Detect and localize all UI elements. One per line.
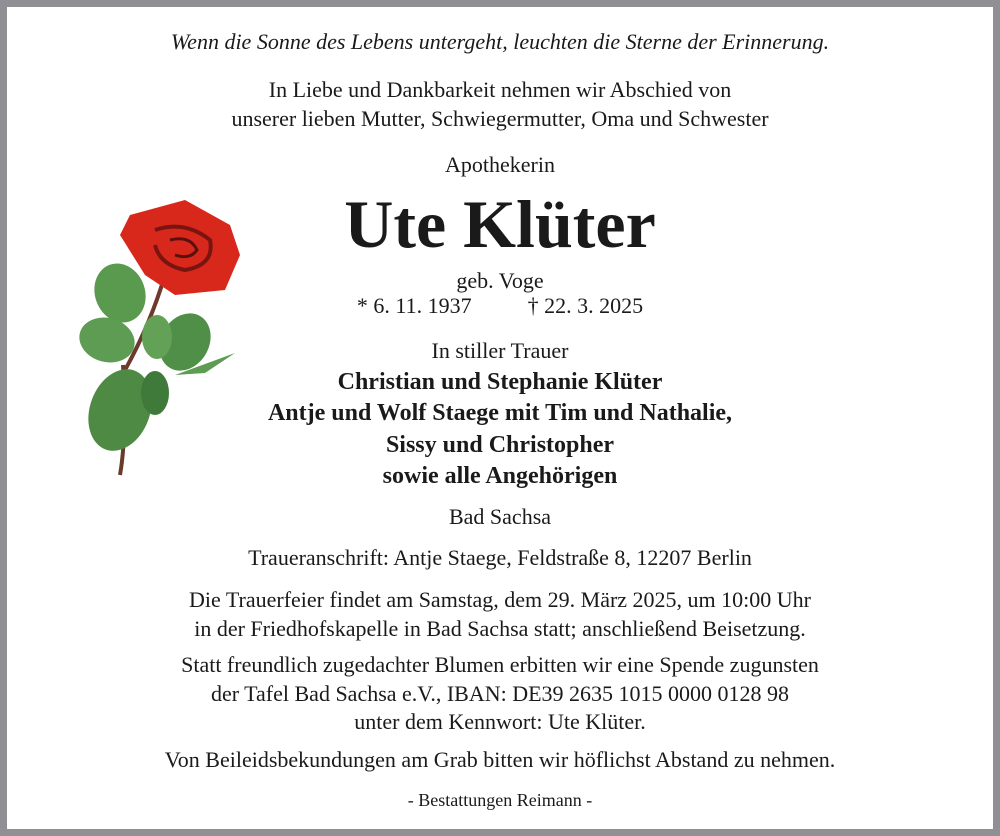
motto: Wenn die Sonne des Lebens untergeht, leuchten die Sterne der Erinnerung.: [170, 29, 830, 54]
ceremony-line: Die Trauerfeier findet am Samstag, dem 29. März 2025, um 10:00 Uhr: [189, 587, 811, 612]
death-date: † 22. 3. 2025: [527, 293, 644, 318]
life-dates: [0, 295, 1000, 317]
mourner-line: sowie alle Angehörigen: [382, 463, 618, 489]
donation-line: der Tafel Bad Sachsa e.V., IBAN: DE39 2635 1015 0000 0128 98: [210, 681, 790, 706]
birth-date: * 6. 11. 1937: [356, 293, 472, 318]
undertaker: - Bestattungen Reimann -: [407, 790, 593, 810]
ceremony-line: in der Friedhofskapelle in Bad Sachsa statt; anschließend Beisetzung.: [194, 616, 806, 641]
mourning-intro: In stiller Trauer: [431, 338, 569, 363]
donation-line: Statt freundlich zugedachter Blumen erbitten wir eine Spende zugunsten: [181, 652, 819, 677]
mourner-line: Sissy und Christopher: [385, 432, 615, 458]
condolence-note: Von Beileidsbekundungen am Grab bitten wir höflichst Abstand zu nehmen.: [164, 747, 836, 772]
mourner-line: Christian und Stephanie Klüter: [337, 369, 663, 395]
mourner-line: Antje und Wolf Staege mit Tim und Nathalie,: [267, 400, 733, 426]
intro-line: In Liebe und Dankbarkeit nehmen wir Abschied von: [268, 77, 732, 102]
place: Bad Sachsa: [448, 504, 552, 529]
mourning-address: Traueranschrift: Antje Staege, Feldstraße 8, 12207 Berlin: [248, 545, 752, 570]
profession: Apothekerin: [445, 152, 555, 177]
deceased-name: Ute Klüter: [344, 186, 656, 262]
maiden-name: geb. Voge: [456, 268, 544, 293]
donation-line: unter dem Kennwort: Ute Klüter.: [354, 709, 646, 734]
intro-line: unserer lieben Mutter, Schwiegermutter, Oma und Schwester: [231, 106, 769, 131]
